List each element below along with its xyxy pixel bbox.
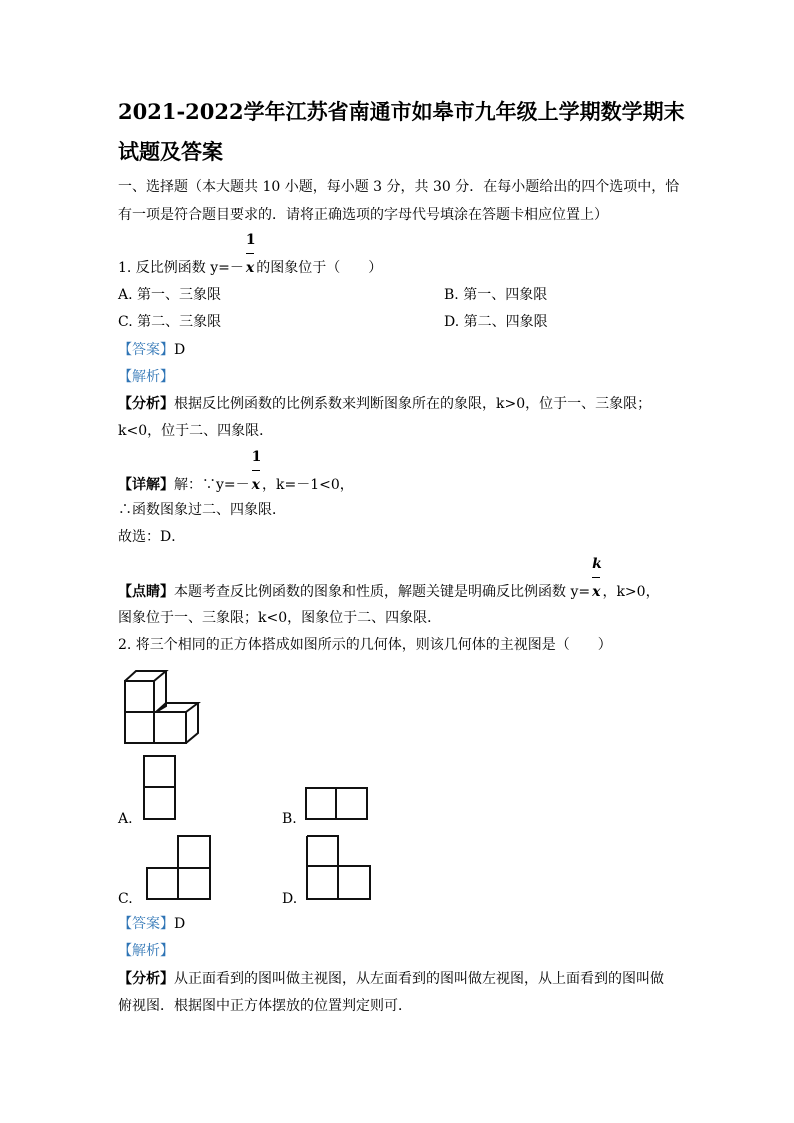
q1-answer bbox=[118, 341, 185, 359]
fraction-denominator: x bbox=[245, 260, 255, 276]
fraction-numerator: k bbox=[592, 556, 602, 572]
q2-option-d-label: D. bbox=[282, 891, 298, 907]
fraction-denominator: x bbox=[251, 477, 260, 493]
q1-analysis-label: 【解析】 bbox=[118, 369, 174, 385]
dianjing-fraction bbox=[592, 556, 602, 601]
q2-fenxi bbox=[118, 970, 664, 988]
q2-stem: 2. 将三个相同的正方体搭成如图所示的几何体，则该几何体的主视图是（ ） bbox=[118, 637, 612, 653]
section-heading-line-1: 一、选择题（本大题共 10 小题，每小题 3 分，共 30 分．在每小题给出的四个选项中，恰 bbox=[118, 179, 680, 195]
xiangjie-label: 【详解】 bbox=[118, 477, 174, 493]
document-title-line-2: 试题及答案 bbox=[118, 139, 223, 164]
q1-stem-suffix: 的图象位于（ ） bbox=[256, 260, 383, 276]
q1-xiangjie bbox=[118, 449, 354, 494]
q1-stem-prefix: 1. 反比例函数 y=－ bbox=[118, 260, 244, 276]
q1-choose: 故选：D． bbox=[118, 529, 186, 545]
fenxi-label: 【分析】 bbox=[118, 971, 174, 987]
q2-answer bbox=[118, 915, 185, 933]
q1-option-d: D. 第二、四象限 bbox=[444, 314, 548, 330]
answer-label: 【答案】 bbox=[118, 342, 174, 358]
q1-option-a: A. 第一、三象限 bbox=[118, 287, 222, 303]
fraction-bar bbox=[592, 577, 600, 578]
dianjing-label: 【点睛】 bbox=[118, 584, 174, 600]
fraction-denominator: x bbox=[592, 584, 601, 600]
document-title-line-1: 2021-2022学年江苏省南通市如皋市九年级上学期数学期末 bbox=[118, 99, 685, 124]
q1-fenxi-line-2: k<0，位于二、四象限． bbox=[118, 423, 274, 439]
fraction-numerator: 1 bbox=[245, 232, 256, 248]
fraction-bar bbox=[252, 470, 260, 471]
answer-label: 【答案】 bbox=[118, 916, 174, 932]
q2-option-a-figure bbox=[142, 754, 178, 822]
q1-stem bbox=[118, 232, 383, 277]
q2-option-a-label: A. bbox=[118, 811, 133, 827]
fenxi-label: 【分析】 bbox=[118, 396, 174, 412]
q2-option-c-figure bbox=[145, 834, 213, 902]
q1-therefore: ∴函数图象过二、四象限． bbox=[118, 502, 286, 518]
fraction-numerator: 1 bbox=[251, 449, 262, 465]
q1-fraction bbox=[245, 232, 256, 277]
answer-value: D bbox=[174, 342, 186, 358]
dianjing-prefix: 本题考查反比例函数的图象和性质，解题关键是明确反比例函数 y= bbox=[174, 584, 591, 600]
dianjing-suffix: ，k>0， bbox=[602, 584, 660, 600]
q2-option-c-label: C. bbox=[118, 891, 133, 907]
section-heading-line-2: 有一项是符合题目要求的．请将正确选项的字母代号填涂在答题卡相应位置上） bbox=[118, 207, 608, 223]
fraction-bar bbox=[246, 253, 254, 254]
fenxi-text: 从正面看到的图叫做主视图，从左面看到的图叫做左视图，从上面看到的图叫做 bbox=[174, 971, 664, 987]
q2-option-b-figure bbox=[304, 786, 370, 822]
q2-fenxi-line-2: 俯视图．根据图中正方体摆放的位置判定则可． bbox=[118, 998, 412, 1014]
q1-option-b: B. 第一、四象限 bbox=[444, 287, 548, 303]
q2-analysis-label: 【解析】 bbox=[118, 943, 174, 959]
answer-value: D bbox=[174, 916, 186, 932]
xiangjie-suffix: ，k=－1<0， bbox=[262, 477, 354, 493]
q2-option-d-figure bbox=[305, 834, 373, 902]
fenxi-text: 根据反比例函数的比例系数来判断图象所在的象限，k>0，位于一、三象限； bbox=[174, 396, 652, 412]
xiangjie-prefix: 解：∵y=－ bbox=[174, 477, 250, 493]
q1-option-c: C. 第二、三象限 bbox=[118, 314, 222, 330]
xiangjie-fraction bbox=[251, 449, 262, 494]
q1-dianjing bbox=[118, 556, 660, 601]
q1-dianjing-line-2: 图象位于一、三象限；k<0，图象位于二、四象限． bbox=[118, 610, 442, 626]
q2-cube-figure bbox=[118, 660, 208, 745]
q1-fenxi bbox=[118, 395, 651, 413]
q2-option-b-label: B. bbox=[282, 811, 297, 827]
